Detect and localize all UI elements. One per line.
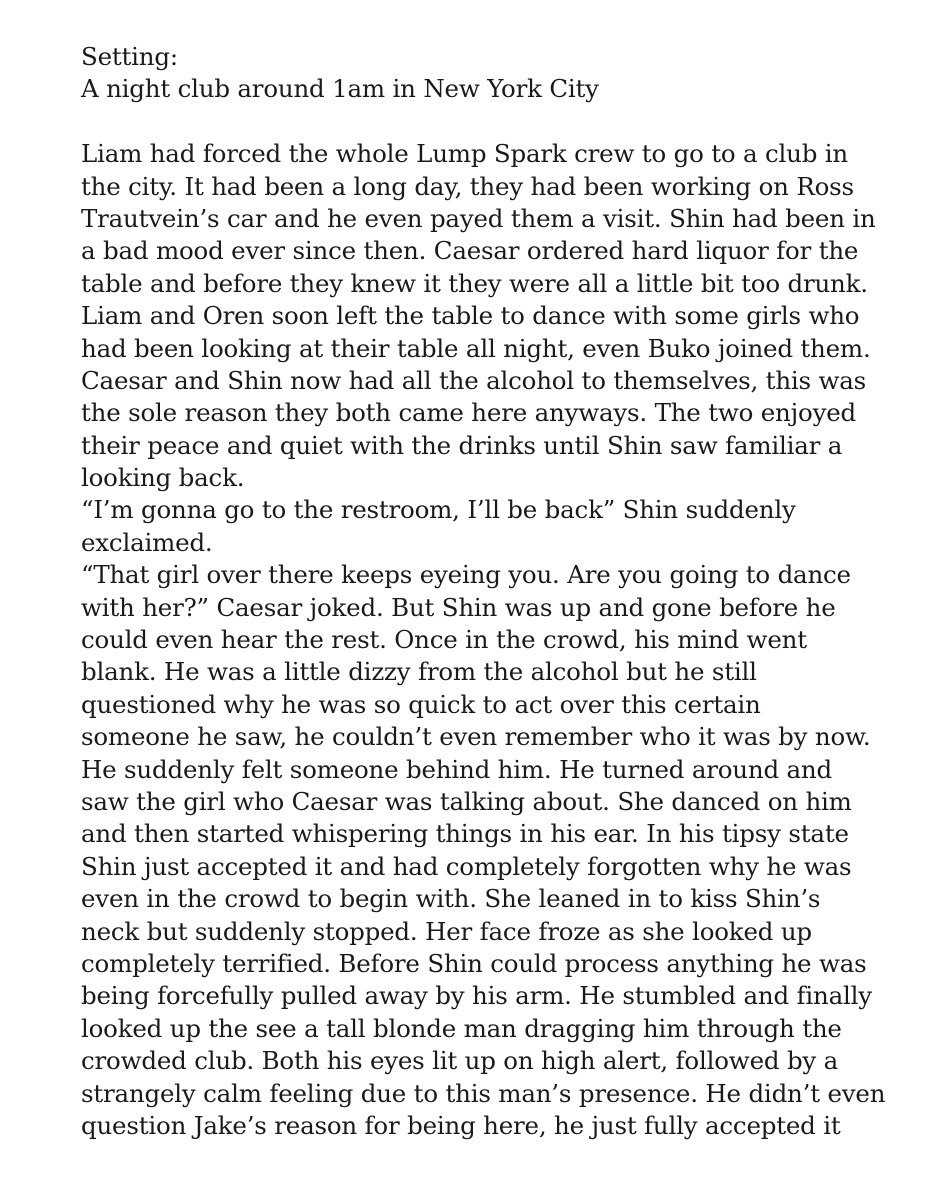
body-line: looked up the see a tall blonde man dragging him through the [81,1013,842,1043]
body-line: Liam and Oren soon left the table to dance with some girls who [81,301,860,331]
body-line: table and before they knew it they were all a little bit too drunk. [81,268,868,298]
body-line: Liam had forced the whole Lump Spark crew to go to a club in [81,139,849,169]
body-line: with her?” Caesar joked. But Shin was up and gone before he [81,592,836,622]
body-line: Shin just accepted it and had completely forgotten why he was [81,851,852,881]
body-line: looking back. [81,463,245,493]
body-line: “That girl over there keeps eyeing you. Are you going to dance [81,560,851,590]
body-line: the city. It had been a long day, they had been working on Ross [81,171,854,201]
body-line: even in the crowd to begin with. She leaned in to kiss Shin’s [81,884,821,914]
body-line: neck but suddenly stopped. Her face froze as she looked up [81,916,812,946]
body-line: exclaimed. [81,527,213,557]
body-line: “I’m gonna go to the restroom, I’ll be back” Shin suddenly [81,495,796,525]
body-line: a bad mood ever since then. Caesar ordered hard liquor for the [81,236,859,266]
body-line: being forcefully pulled away by his arm. He stumbled and finally [81,981,872,1011]
paragraph-gap [81,106,931,138]
body-line: blank. He was a little dizzy from the alcohol but he still [81,657,757,687]
body-line: Caesar and Shin now had all the alcohol to themselves, this was [81,365,867,395]
body-line: question Jake’s reason for being here, he just fully accepted it [81,1110,841,1140]
body-line: had been looking at their table all night, even Buko joined them. [81,333,871,363]
body-line: the sole reason they both came here anyways. The two enjoyed [81,398,856,428]
body-line: could even hear the rest. Once in the crowd, his mind went [81,625,807,655]
body-line: their peace and quiet with the drinks until Shin saw familiar a [81,430,843,460]
body-line: someone he saw, he couldn’t even remember who it was by now. [81,722,871,752]
body-line: strangely calm feeling due to this man’s presence. He didn’t even [81,1078,886,1108]
story-text [81,41,931,1142]
body-line: Trautvein’s car and he even payed them a visit. Shin had been in [81,203,876,233]
body-line: and then started whispering things in his ear. In his tipsy state [81,819,849,849]
story-body [81,138,931,1142]
body-line: He suddenly felt someone behind him. He turned around and [81,754,832,784]
body-line: crowded club. Both his eyes lit up on high alert, followed by a [81,1046,839,1076]
body-line: saw the girl who Caesar was talking about. She danced on him [81,786,852,816]
setting-label: Setting: [81,42,178,71]
body-line: completely terrified. Before Shin could process anything he was [81,948,867,978]
setting-description: A night club around 1am in New York City [81,74,599,104]
body-line: questioned why he was so quick to act over this certain [81,689,761,719]
